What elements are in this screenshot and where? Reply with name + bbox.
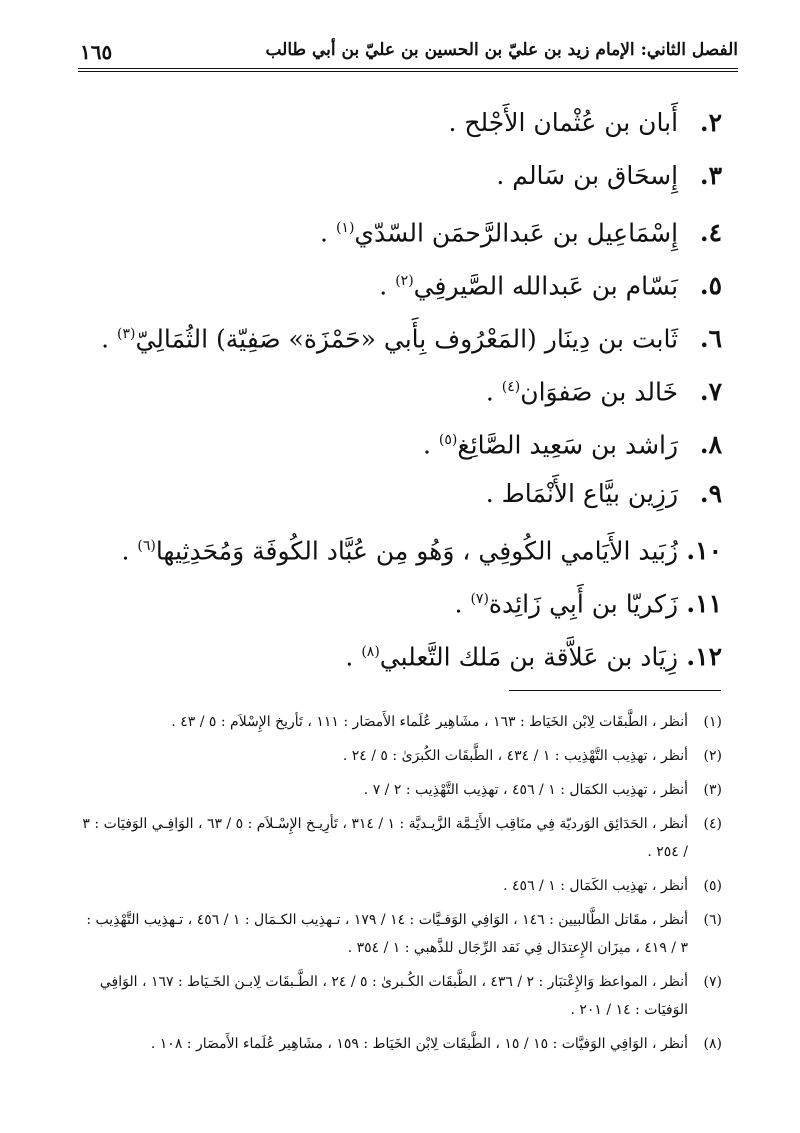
item-end: . [422,430,439,460]
item-number: ٦. [699,324,722,354]
item-text: زَكريّا بن أَبِي زَائِدة [488,589,679,619]
list-item [82,308,722,361]
footnote [78,776,722,804]
item-text: إِسْمَاعِيل بن عَبدالرَّحمَن السّدّي [354,218,679,248]
item-number: ١٢. [686,642,722,672]
footnote-text: أنظر ، مقَاتل الطَّالبيين : ١٤٦ ، الوَافِي الوَفـيَّات : ١٤ / ١٧٩ ، تـهذِيب الكـمَال : ١ / ٤٥٦ ، تـهذِيب التَّهْذِيب : ٣ / ٤١٩ ، ميزَان الإِعتدَال فِي نَقد الرِّجَال للذَّهبي : ١ / ٣٥٤ . [86,912,688,956]
item-end: . [485,377,502,407]
item-number: ٧. [699,377,722,407]
footnote [78,708,722,736]
footnote-ref[interactable]: (٦) [137,538,156,554]
footnote-number: (٥) [703,878,722,894]
item-number: ٨. [699,430,722,460]
item-number: ١١. [686,589,722,619]
item-number: ٥. [699,271,722,301]
item-text: خَالد بن صَفوَان [520,377,679,407]
footnote-ref[interactable]: (٣) [116,326,136,342]
footnote-ref[interactable]: (٧) [470,591,489,607]
footnote-number: (٦) [703,912,722,928]
footnote-ref[interactable]: (٥) [438,432,458,448]
footnote-text: أنظر ، تهذِيب التَّهْذِيب : ١ / ٤٣٤ ، الطَّبقَات الكُبرَىٰ : ٥ / ٢٤ . [342,748,688,764]
footnote-text: أنظر ، الحَدَائِق الوَرديّة فِي منَاقِب الأَئِـمَّة الزَّيـديَّة : ١ / ٣١٤ ، تَأرِيـخ الإِسْـلاَم : ٥ / ٦٣ ، الوَافِـي الوَفيَات : ٣ / ٢٥٤ . [82,816,688,860]
item-number: ٤. [699,218,722,248]
footnote-ref[interactable]: (٤) [501,379,521,395]
footnote-text: أنظر ، تهذِيب الكَمَال : ١ / ٤٥٦ . [503,878,688,894]
list-item [82,96,722,149]
running-title: الفصل الثاني: الإمام زيد بن عليّ بن الحسين بن عليّ بن أبي طالب [265,40,738,60]
item-text: رَاشد بن سَعِيد الصَّائِغ [457,430,679,460]
footnote [78,742,722,770]
footnote [78,1030,722,1058]
footnote-number: (٣) [703,782,722,798]
item-text: أَبان بن عُثْمان الأَجْلح . [448,108,679,137]
item-text: زُبَيد الأَيَامي الكُوفِي ، وَهُو مِن عُبَّاد الكُوفَة وَمُحَدِثِيها [155,536,679,566]
item-end: . [121,536,138,566]
list-item [82,255,722,308]
footnote-text: أنظر ، تهذِيب الكمَال : ١ / ٤٥٦ ، تهذِيب التَّهْذِيب : ٢ / ٧ . [363,782,688,798]
item-number: ٢. [699,108,722,137]
item-number: ١٠. [686,536,722,566]
footnote-separator [509,690,721,691]
narrators-list [82,96,722,679]
footnote-text: أنظر ، الطَّبقَات لِابْن الخَيَاط : ١٦٣ ، مشَاهِير عُلَماء الأَمصَار : ١١١ ، تَأريخ الإِسْلاَم : ٥ / ٤٣ . [171,714,688,730]
item-end: . [379,271,396,301]
footnote-ref[interactable]: (٨) [361,644,380,660]
footnote [78,968,722,1024]
item-end: . [454,589,471,619]
footnote-number: (٢) [703,748,722,764]
footnote-text: أنظر ، المواعظ وَالإِعْتبَار : ٢ / ٤٣٦ ، الطَّبقَات الكُـبرىٰ : ٥ / ٢٤ ، الطَّـبقَات لِابـن الخَـيَاط : ١٦٧ ، الوَافِي الوَفيَات : ١٤ / ٢٠١ . [99,974,688,1018]
list-item [82,361,722,414]
item-number: ٩. [699,479,722,508]
list-item [82,202,722,255]
item-end: . [320,218,336,248]
list-item [82,414,722,467]
footnote [78,906,722,962]
footnote-number: (١) [703,714,722,730]
list-item [82,520,722,573]
list-item [82,626,722,679]
list-item [82,149,722,202]
page-number: ١٦٥ [80,40,113,64]
footnote-number: (٧) [703,974,722,990]
list-item [82,573,722,626]
footnote-number: (٤) [703,816,722,832]
footnote [78,872,722,900]
item-text: بَسّام بن عَبدالله الصَّيرفِي [413,271,679,301]
page-header [78,38,738,72]
footnote-text: أنظر ، الوَافِي الوَفيَّات : ١٥ / ١٥ ، الطَّبقَات لِابْن الخَيَاط : ١٥٩ ، مشَاهِير عُلَماء الأَمصَار : ١٠٨ . [150,1036,688,1052]
footnote [78,810,722,866]
footnote-ref[interactable]: (١) [335,220,355,236]
item-end: . [345,642,362,672]
list-item [82,467,722,520]
item-text: ثَابت بن دِينَار (المَعْرُوف بِأَبي «حَمْزَة» صَفِيّة) الثُمَالِيّ [135,324,679,354]
item-number: ٣. [699,161,722,190]
footnotes [78,708,722,1064]
footnote-ref[interactable]: (٢) [395,273,414,289]
item-text: رَزِين بيَّاع الأَنْمَاط . [485,479,679,508]
item-end: . [101,324,117,354]
footnote-number: (٨) [703,1036,722,1052]
item-text: إِسحَاق بن سَالم . [496,161,679,190]
item-text: زِيَاد بن عَلاَّقة بن مَلك التَّعلبي [379,642,679,672]
